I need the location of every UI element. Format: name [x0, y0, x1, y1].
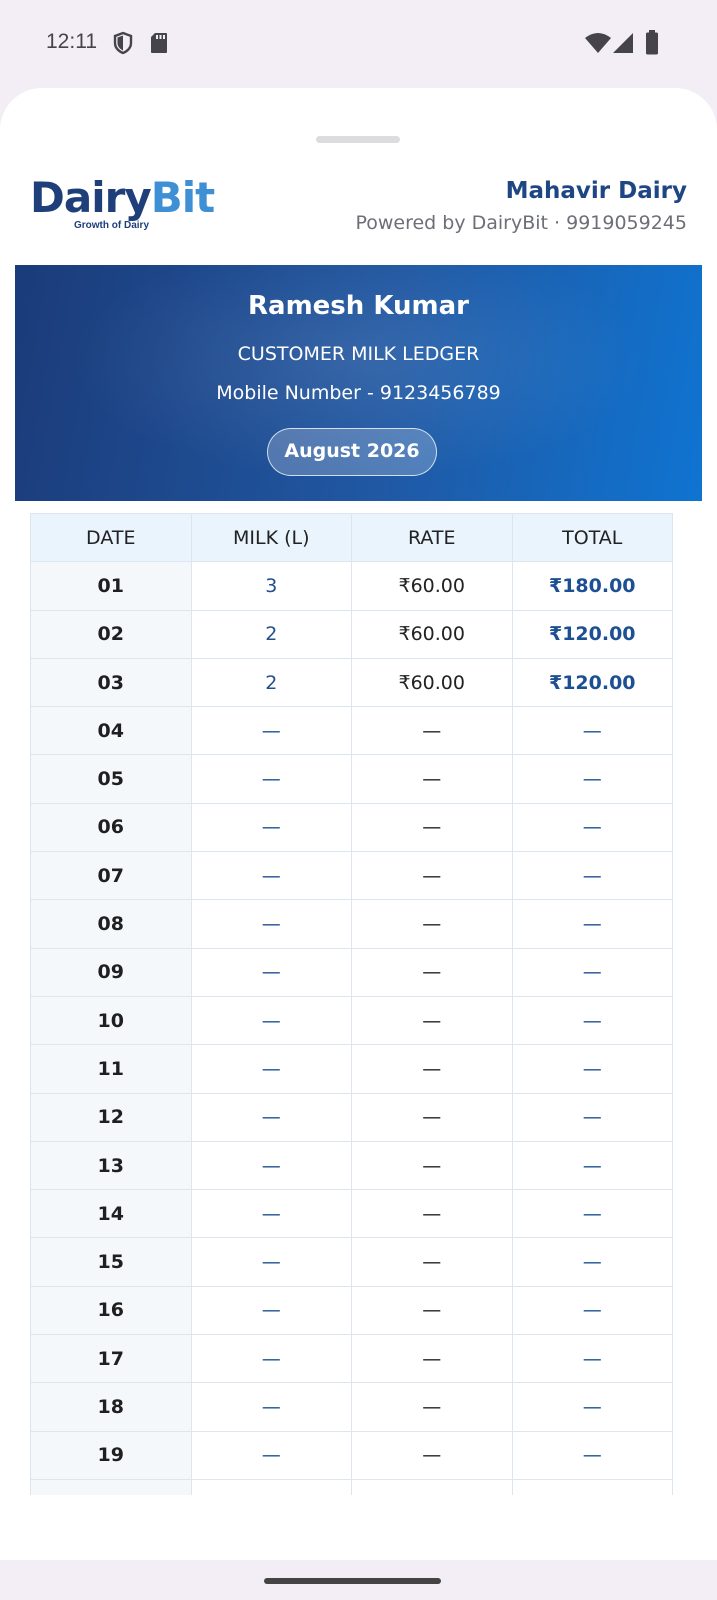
cell-date: 01 — [31, 562, 192, 610]
cell-total: — — [512, 1335, 673, 1383]
table-row — [31, 562, 673, 610]
status-bar — [0, 0, 717, 88]
cell-date — [31, 1479, 192, 1495]
cell-milk: — — [191, 900, 352, 948]
column-header-date: DATE — [31, 514, 192, 562]
ledger-title: CUSTOMER MILK LEDGER — [237, 343, 480, 365]
cell-total: ₹120.00 — [512, 610, 673, 658]
column-header-milk: MILK (L) — [191, 514, 352, 562]
cell-rate — [352, 1479, 513, 1495]
cell-total: — — [512, 1045, 673, 1093]
cell-total: ₹180.00 — [512, 562, 673, 610]
table-row — [31, 1093, 673, 1141]
cell-total: — — [512, 948, 673, 996]
cell-milk: — — [191, 1383, 352, 1431]
month-selector[interactable]: August 2026 — [267, 428, 437, 476]
cell-milk: 2 — [191, 610, 352, 658]
cell-date: 16 — [31, 1286, 192, 1334]
table-row — [31, 803, 673, 851]
cell-milk: — — [191, 1286, 352, 1334]
cell-date: 08 — [31, 900, 192, 948]
table-row — [31, 948, 673, 996]
customer-banner — [15, 265, 702, 501]
column-header-total: TOTAL — [512, 514, 673, 562]
cell-total — [512, 1479, 673, 1495]
cell-milk: — — [191, 803, 352, 851]
cell-total: ₹120.00 — [512, 658, 673, 706]
cell-date: 04 — [31, 707, 192, 755]
cell-milk: — — [191, 1045, 352, 1093]
table-row — [31, 852, 673, 900]
cell-milk: — — [191, 755, 352, 803]
table-header-row — [31, 514, 673, 562]
table-row — [31, 1238, 673, 1286]
cell-date: 12 — [31, 1093, 192, 1141]
cell-rate: — — [352, 1190, 513, 1238]
cell-milk: — — [191, 948, 352, 996]
cell-rate: — — [352, 707, 513, 755]
cell-total: — — [512, 1383, 673, 1431]
cell-milk: — — [191, 852, 352, 900]
sd-card-icon — [150, 32, 168, 54]
status-time: 12:11 — [46, 30, 97, 53]
cell-date: 05 — [31, 755, 192, 803]
cell-total: — — [512, 1141, 673, 1189]
shield-icon — [112, 31, 134, 55]
cell-milk: — — [191, 1431, 352, 1479]
cell-milk — [191, 1479, 352, 1495]
cell-total: — — [512, 900, 673, 948]
table-row — [31, 707, 673, 755]
cell-total: — — [512, 803, 673, 851]
cell-date: 17 — [31, 1335, 192, 1383]
cell-milk: — — [191, 1141, 352, 1189]
logo-text-bit: Bit — [150, 173, 215, 222]
cell-total: — — [512, 1093, 673, 1141]
cell-date: 03 — [31, 658, 192, 706]
cell-rate: — — [352, 1286, 513, 1334]
table-row — [31, 1045, 673, 1093]
cell-date: 19 — [31, 1431, 192, 1479]
cell-rate: — — [352, 755, 513, 803]
cell-date: 18 — [31, 1383, 192, 1431]
cell-milk: 2 — [191, 658, 352, 706]
cell-milk: — — [191, 707, 352, 755]
cell-rate: — — [352, 1431, 513, 1479]
gesture-navigation-bar[interactable] — [264, 1578, 441, 1584]
cell-total: — — [512, 1286, 673, 1334]
table-row — [31, 996, 673, 1044]
cell-date: 14 — [31, 1190, 192, 1238]
cell-total: — — [512, 755, 673, 803]
dairybit-logo — [30, 173, 215, 231]
cell-rate: — — [352, 1093, 513, 1141]
mobile-number: Mobile Number - 9123456789 — [216, 382, 501, 404]
cellular-signal-icon — [612, 32, 634, 54]
ledger-table — [30, 513, 673, 1495]
logo-text-dairy: Dairy — [30, 173, 151, 222]
table-row — [31, 1383, 673, 1431]
cell-total: — — [512, 1431, 673, 1479]
cell-date: 02 — [31, 610, 192, 658]
cell-milk: — — [191, 996, 352, 1044]
company-name: Mahavir Dairy — [505, 178, 687, 204]
cell-rate: — — [352, 803, 513, 851]
cell-total: — — [512, 707, 673, 755]
cell-total: — — [512, 1190, 673, 1238]
cell-date: 09 — [31, 948, 192, 996]
table-row — [31, 610, 673, 658]
cell-milk: — — [191, 1335, 352, 1383]
table-row — [31, 1431, 673, 1479]
cell-date: 15 — [31, 1238, 192, 1286]
table-row — [31, 1190, 673, 1238]
cell-rate: ₹60.00 — [352, 658, 513, 706]
cell-rate: — — [352, 900, 513, 948]
cell-rate: — — [352, 852, 513, 900]
company-info — [355, 178, 687, 234]
table-row — [31, 1479, 673, 1495]
cell-rate: — — [352, 1383, 513, 1431]
cell-rate: — — [352, 1335, 513, 1383]
cell-milk: — — [191, 1190, 352, 1238]
logo-tagline: Growth of Dairy — [74, 220, 150, 231]
cell-rate: ₹60.00 — [352, 562, 513, 610]
cell-date: 13 — [31, 1141, 192, 1189]
cell-date: 07 — [31, 852, 192, 900]
cell-rate: — — [352, 1141, 513, 1189]
cell-date: 06 — [31, 803, 192, 851]
cell-rate: ₹60.00 — [352, 610, 513, 658]
wifi-icon — [584, 32, 612, 54]
cell-rate: — — [352, 948, 513, 996]
table-row — [31, 1141, 673, 1189]
ledger-sheet — [0, 88, 717, 1560]
customer-name: Ramesh Kumar — [248, 291, 469, 321]
cell-milk: — — [191, 1238, 352, 1286]
cell-milk: — — [191, 1093, 352, 1141]
cell-total: — — [512, 996, 673, 1044]
cell-total: — — [512, 852, 673, 900]
cell-total: — — [512, 1238, 673, 1286]
column-header-rate: RATE — [352, 514, 513, 562]
battery-icon — [645, 30, 659, 55]
table-row — [31, 755, 673, 803]
powered-by-text: Powered by DairyBit · 9919059245 — [355, 212, 687, 234]
cell-rate: — — [352, 996, 513, 1044]
drag-handle[interactable] — [316, 136, 400, 143]
cell-date: 11 — [31, 1045, 192, 1093]
table-row — [31, 1335, 673, 1383]
table-row — [31, 1286, 673, 1334]
cell-rate: — — [352, 1045, 513, 1093]
table-row — [31, 658, 673, 706]
cell-milk: 3 — [191, 562, 352, 610]
cell-date: 10 — [31, 996, 192, 1044]
cell-rate: — — [352, 1238, 513, 1286]
table-row — [31, 900, 673, 948]
